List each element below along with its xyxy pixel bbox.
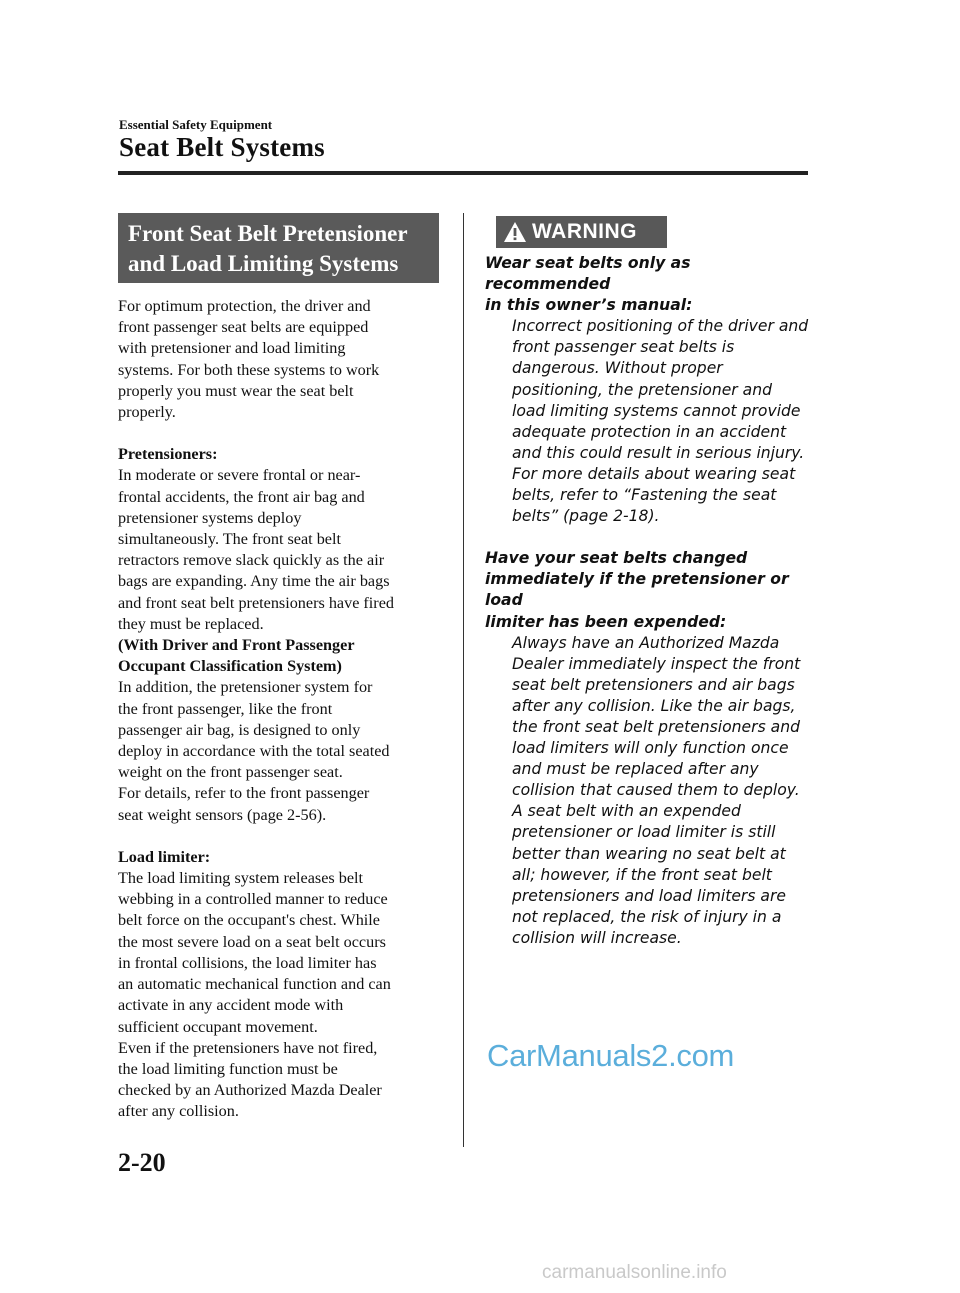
occupant-line: seat weight sensors (page 2-56). (118, 805, 327, 824)
occupant-line: the front passenger, like the front (118, 699, 333, 718)
warning-body-line: collision that caused them to deploy. (512, 781, 800, 800)
load-limiter-line: The load limiting system releases belt (118, 869, 364, 888)
load-limiter-line: Even if the pretensioners have not fired, (118, 1038, 378, 1057)
intro-line: front passenger seat belts are equipped (118, 318, 369, 337)
load-limiter-line: in frontal collisions, the load limiter has (118, 953, 377, 972)
page-title: Seat Belt Systems (119, 132, 325, 162)
warning-body-line: front passenger seat belts is (512, 338, 735, 357)
warning-content (485, 253, 815, 949)
section-heading-line-2: and Load Limiting Systems (128, 251, 399, 276)
left-column (118, 296, 448, 1123)
occupant-line: For details, refer to the front passenger (118, 784, 370, 803)
load-limiter-line: the most severe load on a seat belt occurs (118, 932, 386, 951)
occupant-line: In addition, the pretensioner system for (118, 678, 373, 697)
load-limiter-title: Load limiter: (118, 847, 211, 866)
section-heading-line-1: Front Seat Belt Pretensioner (128, 221, 408, 246)
occupant-title: (With Driver and Front Passenger (118, 636, 355, 655)
column-divider (463, 213, 464, 1147)
intro-line: properly you must wear the seat belt (118, 381, 354, 400)
warning-body-line: and this could result in serious injury. (512, 443, 805, 462)
warning-body-line: all; however, if the front seat belt (512, 865, 772, 884)
intro-line: systems. For both these systems to work (118, 360, 380, 379)
footer-watermark: carmanualsonline.info (542, 1262, 727, 1283)
site-watermark: CarManuals2.com (487, 1038, 735, 1073)
pretensioners-line: simultaneously. The front seat belt (118, 530, 341, 549)
warning-lead: limiter has been expended: (485, 612, 727, 631)
pretensioners-line: and front seat belt pretensioners have fired (118, 593, 394, 612)
load-limiter-line: webbing in a controlled manner to reduce (118, 890, 388, 909)
warning-body-line: Dealer immediately inspect the front (512, 654, 801, 673)
load-limiter-line: activate in any accident mode with (118, 996, 344, 1015)
warning-triangle-icon (503, 221, 527, 243)
warning-lead: immediately if the pretensioner or load (485, 570, 789, 610)
page-number: 2-20 (118, 1148, 166, 1177)
warning-body-line: after any collision. Like the air bags, (512, 696, 796, 715)
pretensioners-line: pretensioner systems deploy (118, 508, 302, 527)
warning-body-line: not replaced, the risk of injury in a (512, 907, 782, 926)
warning-lead: in this owner’s manual: (485, 296, 693, 315)
warning-body-line: For more details about wearing seat (512, 464, 796, 483)
warning-body-line: load limiting systems cannot provide (512, 401, 801, 420)
pretensioners-line: In moderate or severe frontal or near- (118, 466, 361, 485)
warning-body-line: Incorrect positioning of the driver and (512, 317, 809, 336)
warning-lead: Have your seat belts changed (485, 549, 748, 568)
pretensioners-line: frontal accidents, the front air bag and (118, 487, 365, 506)
warning-body-line: positioning, the pretensioner and (512, 380, 773, 399)
warning-body-line: pretensioners and load limiters are (512, 886, 786, 905)
intro-line: For optimum protection, the driver and (118, 297, 371, 315)
warning-body-line: pretensioner or load limiter is still (512, 823, 776, 842)
load-limiter-line: checked by an Authorized Mazda Dealer (118, 1081, 382, 1100)
intro-line: properly. (118, 403, 176, 422)
load-limiter-line: an automatic mechanical function and can (118, 975, 391, 994)
warning-body-line: belts” (page 2-18). (512, 507, 660, 526)
warning-body-line: collision will increase. (512, 928, 682, 947)
occupant-title: Occupant Classification System) (118, 657, 342, 676)
occupant-line: passenger air bag, is designed to only (118, 720, 361, 739)
pretensioners-line: bags are expanding. Any time the air bags (118, 572, 390, 591)
warning-body-line: better than wearing no seat belt at (512, 844, 786, 863)
warning-body-line: seat belt pretensioners and air bags (512, 675, 795, 694)
warning-body-line: dangerous. Without proper (512, 359, 723, 378)
load-limiter-line: after any collision. (118, 1102, 239, 1121)
warning-lead: Wear seat belts only as recommended (485, 254, 691, 294)
occupant-line: weight on the front passenger seat. (118, 763, 343, 782)
pretensioners-line: retractors remove slack quickly as the air (118, 551, 385, 570)
section-heading (118, 213, 439, 283)
pretensioners-line: they must be replaced. (118, 614, 264, 633)
header-rule (118, 171, 808, 175)
section-label: Essential Safety Equipment (119, 117, 273, 132)
warning-label: WARNING (532, 220, 637, 243)
pretensioners-title: Pretensioners: (118, 445, 218, 464)
warning-body-line: the front seat belt pretensioners and (512, 717, 800, 736)
load-limiter-line: the load limiting function must be (118, 1059, 338, 1078)
warning-body-line: A seat belt with an expended (512, 802, 741, 821)
intro-line: with pretensioner and load limiting (118, 339, 346, 358)
occupant-line: deploy in accordance with the total seated (118, 742, 390, 761)
warning-body-line: Always have an Authorized Mazda (512, 633, 780, 652)
warning-badge (496, 216, 667, 248)
warning-body-line: load limiters will only function once (512, 739, 789, 758)
load-limiter-line: belt force on the occupant's chest. While (118, 911, 380, 930)
warning-body-line: belts, refer to “Fastening the seat (512, 486, 777, 505)
warning-body-line: adequate protection in an accident (512, 422, 787, 441)
warning-body-line: and must be replaced after any (512, 760, 759, 779)
load-limiter-line: sufficient occupant movement. (118, 1017, 318, 1036)
